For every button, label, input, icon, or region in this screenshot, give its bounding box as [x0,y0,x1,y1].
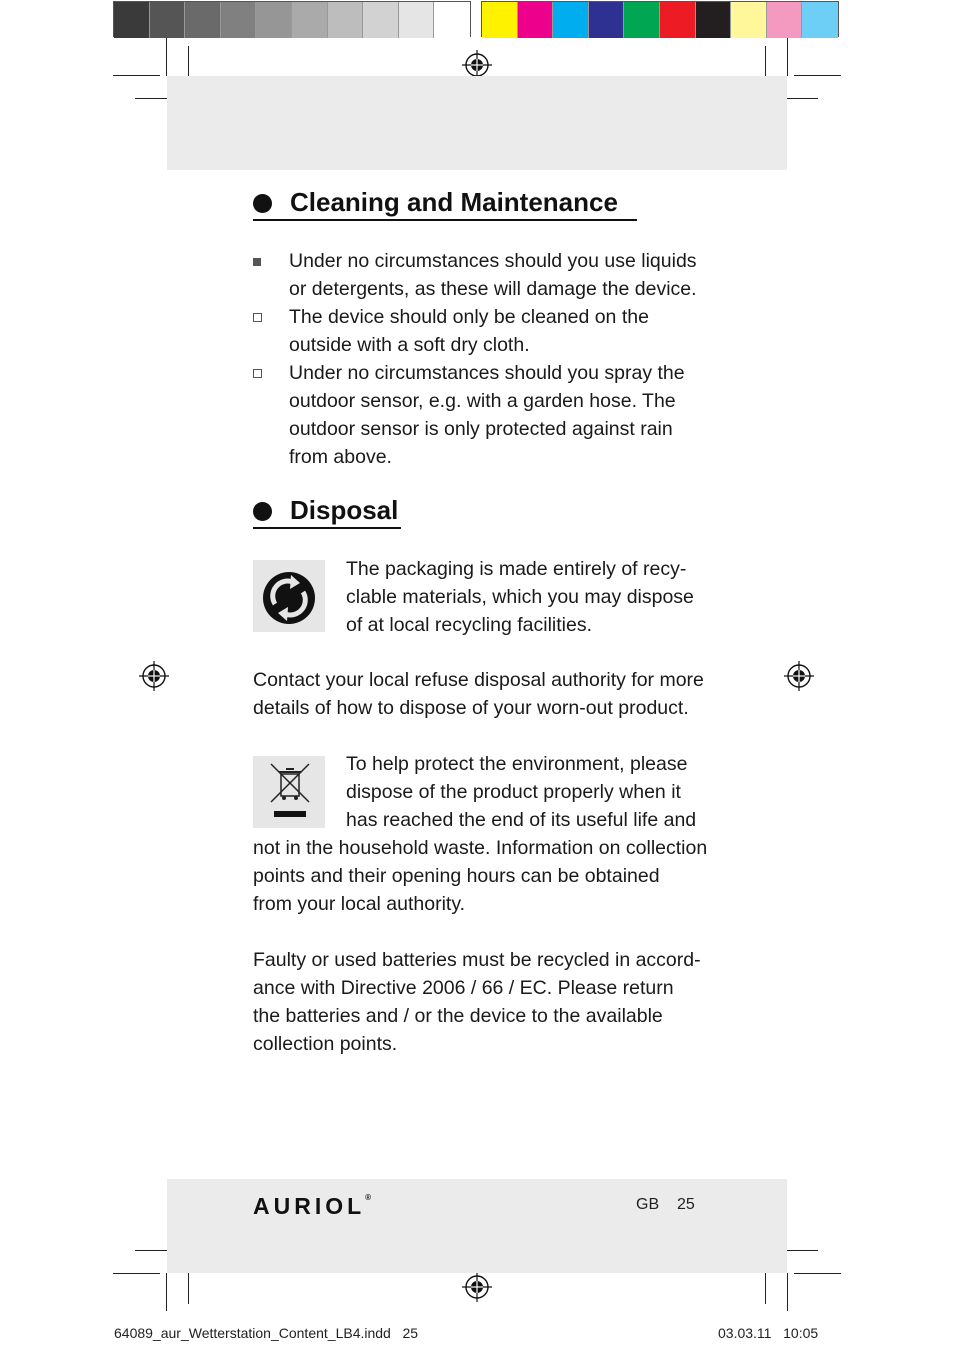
crop-mark [787,38,788,76]
registered-mark: ® [365,1193,372,1202]
packaging-line: of at local recycling facilities. [346,614,593,636]
contact-line: details of how to dispose of your worn-out product. [253,697,689,719]
color-swatch [731,2,767,38]
battery-line: collection points. [253,1033,398,1055]
battery-line: the batteries and / or the device to the available [253,1005,663,1027]
environment-line: points and their opening hours can be obtained [253,865,660,887]
color-swatch [624,2,660,38]
heading-bullet-icon [253,194,272,213]
crop-mark [166,38,167,76]
disposal-title: Disposal [290,494,398,528]
battery-line: Faulty or used batteries must be recycled in accord- [253,949,701,971]
cleaning-item-text: Under no circumstances should you spray the [289,362,685,384]
crop-mark [794,1273,841,1274]
crop-mark [166,1273,167,1311]
cleaning-item-text: outdoor sensor, e.g. with a garden hose. The [289,390,676,412]
color-swatch [802,2,838,38]
cleaning-title: Cleaning and Maintenance [290,186,618,220]
crop-mark [794,75,841,76]
color-swatch-group [481,1,839,37]
environment-line: has reached the end of its useful life and [346,809,697,831]
gray-swatch [185,2,221,38]
color-swatch [660,2,696,38]
cleaning-item-text: The device should only be cleaned on the [289,306,649,328]
gray-swatch [256,2,292,38]
gray-swatch [434,2,470,38]
green-dot-recycling-icon [253,560,325,632]
slug-filename: 64089_aur_Wetterstation_Content_LB4.indd 25 [114,1325,419,1341]
crop-mark [765,46,766,80]
language-code: GB [636,1196,660,1213]
heading-bullet-icon [253,502,272,521]
gray-swatch [328,2,364,38]
color-swatch [696,2,732,38]
crossed-out-wheelie-bin-icon [253,756,325,828]
brand-logo [253,1193,371,1220]
crop-mark [188,46,189,80]
heading-underline [253,527,401,529]
cleaning-item-text: outdoor sensor is only protected against rain [289,418,673,440]
crop-mark [113,1273,160,1274]
slug-datetime: 03.03.11 10:05 [718,1325,819,1341]
empty-square-bullet-icon [253,303,265,331]
gray-swatch [363,2,399,38]
packaging-line: The packaging is made entirely of recy- [346,558,687,580]
heading-underline [253,219,637,221]
color-swatch [482,2,518,38]
cleaning-item-text: Under no circumstances should you use liquids [289,250,697,272]
cleaning-item-text: outside with a soft dry cloth. [289,334,530,356]
registration-mark-icon [784,661,814,691]
color-swatch [767,2,803,38]
gray-swatch [221,2,257,38]
crop-mark [765,1268,766,1304]
registration-mark-icon [139,661,169,691]
header-band [167,76,787,170]
battery-line: ance with Directive 2006 / 66 / EC. Please return [253,977,674,999]
cleaning-heading [253,186,618,220]
gray-swatch [114,2,150,38]
environment-line: not in the household waste. Information on collection [253,837,708,859]
gray-swatch [292,2,328,38]
color-swatch [589,2,625,38]
crop-mark [787,1273,788,1311]
registration-mark-icon [462,1272,492,1302]
contact-line: Contact your local refuse disposal authority for more [253,669,704,691]
gray-swatch [150,2,186,38]
packaging-line: clable materials, which you may dispose [346,586,694,608]
environment-line: dispose of the product properly when it [346,781,681,803]
gray-swatch-group [113,1,471,37]
gray-swatch [399,2,435,38]
crop-mark [113,75,160,76]
filled-square-bullet-icon [253,247,265,275]
page-number: 25 [677,1196,695,1213]
cleaning-item-text: from above. [289,446,392,468]
disposal-heading [253,494,398,528]
color-swatch [518,2,554,38]
color-swatch [553,2,589,38]
empty-square-bullet-icon [253,359,265,387]
environment-line: from your local authority. [253,893,466,915]
color-calibration-bar [113,1,839,37]
environment-line: To help protect the environment, please [346,753,688,775]
brand-name: AURIOL [253,1193,366,1219]
cleaning-item-text: or detergents, as these will damage the device. [289,278,697,300]
crop-mark [188,1268,189,1304]
